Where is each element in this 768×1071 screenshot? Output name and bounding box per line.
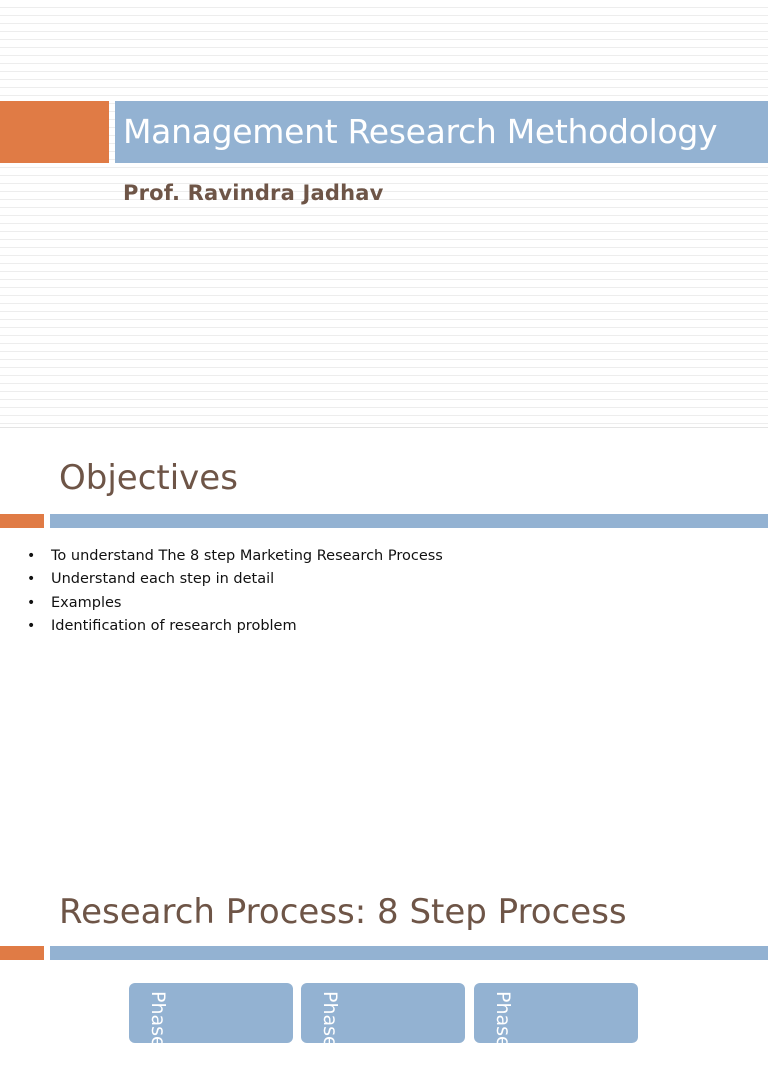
title-accent-block	[0, 101, 109, 163]
phase-box-3	[474, 983, 638, 1071]
list-item	[27, 546, 443, 569]
list-item-text: Understand each step in detail	[51, 571, 275, 588]
heading-accent-blue	[50, 514, 768, 528]
list-item	[27, 569, 443, 592]
slide-heading: Research Process: 8 Step Process	[59, 892, 627, 932]
phase-label: Phase III	[492, 991, 514, 1071]
bullet-marker: •	[27, 571, 36, 588]
phase-box-1	[129, 983, 293, 1060]
objectives-slide	[0, 428, 768, 860]
heading-accent-orange	[0, 514, 44, 528]
objectives-list	[27, 546, 443, 639]
presentation-title: Management Research Methodology	[123, 112, 718, 151]
bullet-marker: •	[27, 548, 36, 564]
bullet-marker: •	[27, 594, 36, 611]
presenter-name: Prof. Ravindra Jadhav	[123, 181, 384, 205]
list-item-text: Examples	[51, 594, 122, 611]
title-banner	[115, 101, 768, 163]
list-item-text: Identification of research problem	[51, 617, 297, 634]
list-item-text: To understand The 8 step Marketing Research Process	[51, 548, 443, 564]
phase-label: Phase I	[147, 991, 169, 1060]
title-slide	[0, 0, 768, 428]
list-item	[27, 593, 443, 616]
phase-box-2	[301, 983, 465, 1065]
research-process-slide	[0, 860, 768, 1071]
list-item	[27, 616, 443, 639]
heading-accent-orange	[0, 946, 44, 960]
bullet-marker: •	[27, 617, 36, 634]
phase-label: Phase II	[319, 991, 341, 1065]
heading-accent-blue	[50, 946, 768, 960]
slide-heading: Objectives	[59, 458, 238, 498]
